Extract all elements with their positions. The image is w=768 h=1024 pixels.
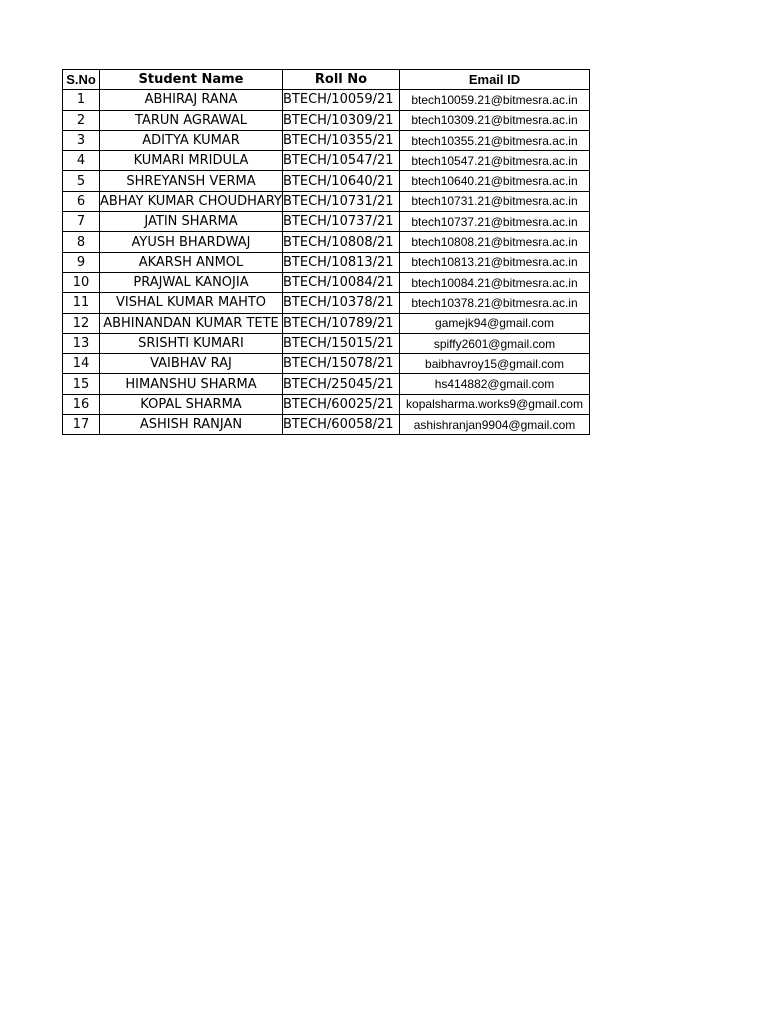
cell-roll-no: BTECH/10378/21 [283, 293, 400, 313]
cell-clip [100, 316, 282, 331]
table-body [63, 90, 590, 435]
cell-student-name-wrap [100, 90, 283, 110]
cell-clip [100, 255, 282, 270]
cell-sno: 5 [63, 171, 100, 191]
cell-email-id: btech10640.21@bitmesra.ac.in [400, 171, 590, 191]
header-row [63, 70, 590, 90]
cell-student-name-wrap [100, 272, 283, 292]
cell-student-name-wrap [100, 293, 283, 313]
cell-clip [100, 275, 282, 290]
cell-student-name: TARUN AGRAWAL [135, 112, 247, 128]
table-row [63, 191, 590, 211]
cell-email-id: btech10737.21@bitmesra.ac.in [400, 212, 590, 232]
cell-student-name-wrap [100, 191, 283, 211]
table-row [63, 293, 590, 313]
cell-roll-no: BTECH/10731/21 [283, 191, 400, 211]
cell-email-id: btech10355.21@bitmesra.ac.in [400, 130, 590, 150]
cell-sno: 2 [63, 110, 100, 130]
cell-clip [100, 356, 282, 371]
cell-sno: 6 [63, 191, 100, 211]
cell-student-name: KUMARI MRIDULA [133, 153, 249, 169]
cell-student-name-wrap [100, 232, 283, 252]
cell-student-name-wrap [100, 252, 283, 272]
cell-student-name: ABHINANDAN KUMAR TETE [103, 315, 279, 331]
cell-clip [100, 92, 282, 107]
cell-student-name-wrap [100, 313, 283, 333]
cell-roll-no: BTECH/60025/21 [283, 394, 400, 414]
cell-student-name: JATIN SHARMA [144, 214, 238, 230]
cell-roll-no: BTECH/10059/21 [283, 90, 400, 110]
cell-sno: 13 [63, 333, 100, 353]
table-row [63, 171, 590, 191]
cell-email-id: btech10059.21@bitmesra.ac.in [400, 90, 590, 110]
cell-roll-no: BTECH/15078/21 [283, 354, 400, 374]
cell-student-name-wrap [100, 110, 283, 130]
cell-roll-no: BTECH/10084/21 [283, 272, 400, 292]
table-row [63, 90, 590, 110]
cell-email-id: btech10084.21@bitmesra.ac.in [400, 272, 590, 292]
cell-sno: 12 [63, 313, 100, 333]
cell-sno: 16 [63, 394, 100, 414]
cell-email-id: btech10547.21@bitmesra.ac.in [400, 151, 590, 171]
cell-clip [100, 194, 282, 209]
header-roll-no: Roll No [283, 70, 400, 90]
cell-student-name-wrap [100, 333, 283, 353]
cell-roll-no: BTECH/15015/21 [283, 333, 400, 353]
cell-clip [100, 417, 282, 432]
cell-student-name: VISHAL KUMAR MAHTO [115, 295, 267, 311]
table-row [63, 354, 590, 374]
cell-roll-no: BTECH/10640/21 [283, 171, 400, 191]
header-email-id: Email ID [400, 70, 590, 90]
cell-sno: 10 [63, 272, 100, 292]
cell-sno: 17 [63, 415, 100, 435]
cell-student-name: ABHIRAJ RANA [144, 92, 238, 108]
cell-roll-no: BTECH/10813/21 [283, 252, 400, 272]
cell-sno: 15 [63, 374, 100, 394]
table-row [63, 415, 590, 435]
cell-sno: 11 [63, 293, 100, 313]
cell-student-name: VAIBHAV RAJ [150, 356, 232, 372]
cell-roll-no: BTECH/10737/21 [283, 212, 400, 232]
cell-student-name-wrap [100, 171, 283, 191]
cell-clip [100, 153, 282, 168]
cell-clip [100, 133, 282, 148]
cell-email-id: gamejk94@gmail.com [400, 313, 590, 333]
table-row [63, 333, 590, 353]
cell-student-name-wrap [100, 151, 283, 171]
cell-email-id: baibhavroy15@gmail.com [400, 354, 590, 374]
table-row [63, 151, 590, 171]
cell-sno: 4 [63, 151, 100, 171]
table-row [63, 272, 590, 292]
cell-student-name: KOPAL SHARMA [140, 396, 242, 412]
cell-student-name-wrap [100, 212, 283, 232]
cell-student-name: AYUSH BHARDWAJ [131, 234, 251, 250]
cell-email-id: spiffy2601@gmail.com [400, 333, 590, 353]
cell-sno: 8 [63, 232, 100, 252]
cell-student-name: SRISHTI KUMARI [138, 336, 244, 351]
cell-sno: 7 [63, 212, 100, 232]
cell-email-id: btech10808.21@bitmesra.ac.in [400, 232, 590, 252]
cell-student-name-wrap [100, 354, 283, 374]
cell-sno: 1 [63, 90, 100, 110]
cell-roll-no: BTECH/10355/21 [283, 130, 400, 150]
cell-student-name: HIMANSHU SHARMA [125, 376, 257, 392]
cell-student-name: AKARSH ANMOL [138, 254, 244, 270]
cell-clip [100, 295, 282, 310]
table-row [63, 130, 590, 150]
cell-student-name: SHREYANSH VERMA [126, 173, 256, 189]
cell-clip [100, 377, 282, 392]
cell-roll-no: BTECH/10789/21 [283, 313, 400, 333]
cell-clip [100, 336, 282, 351]
cell-student-name-wrap [100, 394, 283, 414]
cell-sno: 9 [63, 252, 100, 272]
table-row [63, 313, 590, 333]
cell-clip [100, 113, 282, 128]
cell-student-name: ADITYA KUMAR [142, 133, 240, 149]
cell-roll-no: BTECH/10547/21 [283, 151, 400, 171]
cell-roll-no: BTECH/60058/21 [283, 415, 400, 435]
cell-email-id: btech10731.21@bitmesra.ac.in [400, 191, 590, 211]
cell-student-name-wrap [100, 130, 283, 150]
cell-clip [100, 397, 282, 412]
student-table [62, 69, 590, 435]
cell-roll-no: BTECH/10808/21 [283, 232, 400, 252]
cell-student-name: ASHISH RANJAN [139, 417, 243, 433]
header-student-name: Student Name [100, 70, 283, 90]
cell-clip [100, 235, 282, 250]
cell-email-id: hs414882@gmail.com [400, 374, 590, 394]
cell-roll-no: BTECH/25045/21 [283, 374, 400, 394]
cell-email-id: btech10378.21@bitmesra.ac.in [400, 293, 590, 313]
cell-sno: 3 [63, 130, 100, 150]
cell-clip [100, 214, 282, 229]
table-row [63, 212, 590, 232]
cell-student-name: PRAJWAL KANOJIA [133, 275, 249, 291]
cell-sno: 14 [63, 354, 100, 374]
header-sno: S.No [63, 70, 100, 90]
cell-student-name-wrap [100, 415, 283, 435]
cell-email-id: ashishranjan9904@gmail.com [400, 415, 590, 435]
cell-clip [100, 174, 282, 189]
cell-email-id: btech10813.21@bitmesra.ac.in [400, 252, 590, 272]
cell-roll-no: BTECH/10309/21 [283, 110, 400, 130]
cell-student-name: ABHAY KUMAR CHOUDHARY [100, 193, 282, 209]
table-row [63, 232, 590, 252]
table-row [63, 110, 590, 130]
table-row [63, 252, 590, 272]
table-row [63, 374, 590, 394]
cell-email-id: kopalsharma.works9@gmail.com [400, 394, 590, 414]
cell-email-id: btech10309.21@bitmesra.ac.in [400, 110, 590, 130]
cell-student-name-wrap [100, 374, 283, 394]
table-row [63, 394, 590, 414]
